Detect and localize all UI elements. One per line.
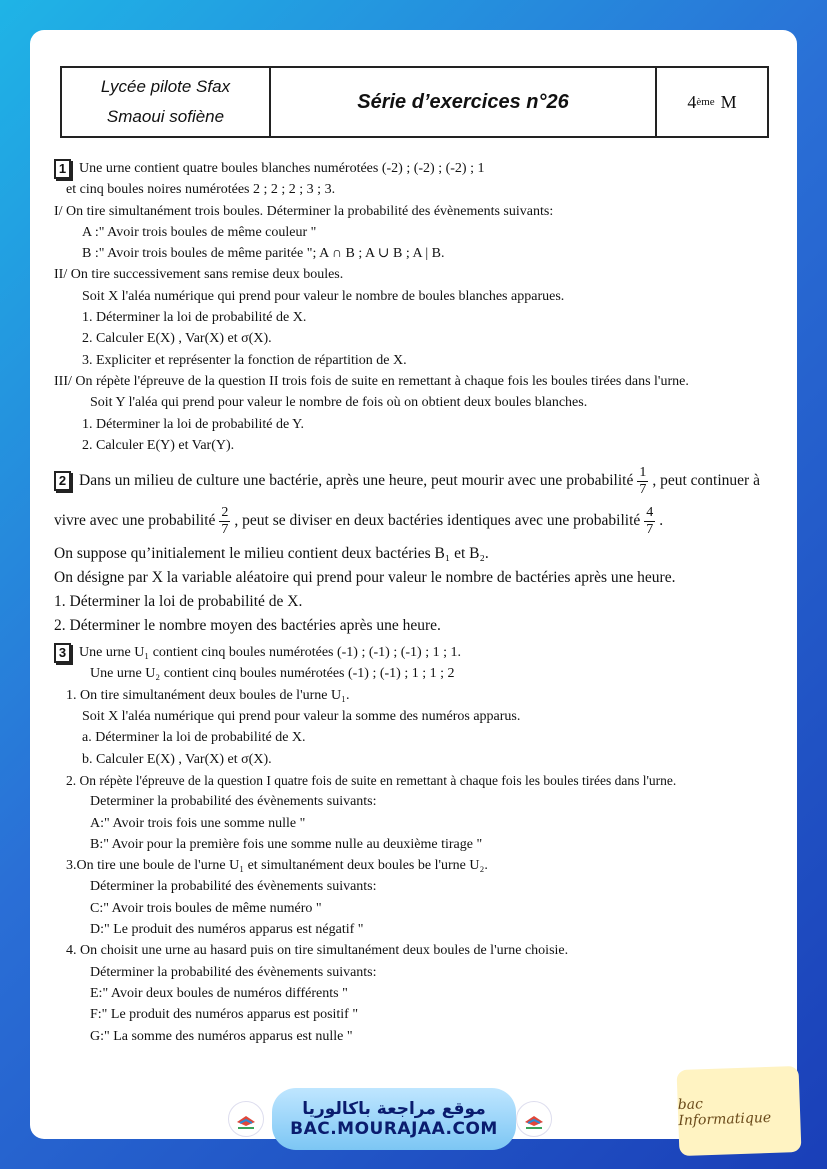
- ex3-line: Une urne U₁ contient cinq boules numérotées (-1) ; (-1) ; (-1) ; 1 ; 1.: [79, 645, 461, 661]
- frac-den: 7: [639, 481, 647, 497]
- level-sup: ème: [696, 96, 715, 108]
- document-page: [30, 30, 797, 1139]
- site-name-arabic: موقع مراجعة باكالوريا: [302, 1099, 486, 1119]
- exercises: [54, 158, 789, 1047]
- ex3-line: C:" Avoir trois boules de même numéro ": [90, 900, 322, 916]
- ex3-line: Déterminer la probabilité des évènements suivants:: [90, 964, 377, 980]
- ex1-line: 3. Expliciter et représenter la fonction de répartition de X.: [82, 352, 407, 368]
- ex3-line: B:" Avoir pour la première fois une somme nulle au deuxième tirage ": [90, 836, 483, 852]
- ex2-text: , peut continuer à: [652, 472, 760, 490]
- ex1-line: Soit Y l'aléa qui prend pour valeur le nombre de fois où on obtient deux boules blanches.: [90, 395, 588, 411]
- ex2-text: .: [659, 512, 664, 530]
- ex3-line: 4. On choisit une urne au hasard puis on tire simultanément deux boules de l'urne choisie.: [66, 943, 569, 959]
- ex3-line: a. Déterminer la loi de probabilité de X.: [82, 730, 306, 746]
- ex3-line: Soit X l'aléa numérique qui prend pour valeur la somme des numéros apparus.: [82, 709, 521, 725]
- ex2-line: On suppose qu’initialement le milieu contient deux bactéries B₁ et B₂.: [54, 545, 489, 563]
- bac-informatique-badge: bac Informatique: [677, 1066, 802, 1156]
- ex3-line: 2. On répète l'épreuve de la question I quatre fois de suite en remettant à chaque fois les boules tirées dans l'urne.: [66, 772, 677, 788]
- ex3-line: Determiner la probabilité des évènements suivants:: [90, 794, 377, 810]
- ex3-line: D:" Le produit des numéros apparus est négatif ": [90, 922, 364, 938]
- class-level: [657, 68, 767, 136]
- ex1-line: Soit X l'aléa numérique qui prend pour valeur le nombre de boules blanches apparues.: [82, 288, 565, 304]
- ex3-line: Déterminer la probabilité des évènements suivants:: [90, 879, 377, 895]
- exercise-number: 3: [54, 643, 71, 663]
- ex1-line: 2. Calculer E(X) , Var(X) et σ(X).: [82, 331, 272, 347]
- level-number: 4: [687, 91, 697, 112]
- exercise-1: [54, 158, 789, 456]
- ex1-line: A :" Avoir trois boules de même couleur ": [82, 224, 317, 240]
- frac-num: 1: [639, 464, 647, 480]
- ex3-line: 3.On tire une boule de l'urne U₁ et simultanément deux boules be l'urne U₂.: [66, 858, 488, 874]
- ex3-line: E:" Avoir deux boules de numéros différents ": [90, 985, 348, 1001]
- fraction: [219, 505, 230, 538]
- exercise-2: [54, 462, 789, 638]
- ex2-text: Dans un milieu de culture une bactérie, après une heure, peut mourir avec une probabilité: [79, 472, 634, 490]
- header-left-cell: [62, 68, 271, 136]
- ex2-text: , peut se diviser en deux bactéries identiques avec une probabilité: [234, 512, 641, 530]
- frac-den: 7: [646, 521, 654, 537]
- site-banner[interactable]: [272, 1088, 516, 1150]
- ex1-line: 1. Déterminer la loi de probabilité de X.: [82, 310, 307, 326]
- level-letter: M: [720, 91, 737, 112]
- ex1-line: II/ On tire successivement sans remise deux boules.: [54, 267, 344, 283]
- ex3-line: 1. On tire simultanément deux boules de l'urne U₁.: [66, 687, 350, 703]
- ex3-line: A:" Avoir trois fois une somme nulle ": [90, 815, 306, 831]
- site-logo-icon: [228, 1101, 264, 1137]
- frac-den: 7: [221, 521, 229, 537]
- exercise-number: 2: [54, 471, 71, 491]
- ex2-line: On désigne par X la variable aléatoire qui prend pour valeur le nombre de bactéries après une heure.: [54, 569, 676, 587]
- series-title: Série d’exercices n°26: [271, 68, 657, 136]
- frac-num: 2: [221, 504, 229, 520]
- frac-num: 4: [646, 504, 654, 520]
- fraction: [637, 465, 648, 498]
- site-url: BAC.MOURAJAA.COM: [290, 1119, 498, 1139]
- fraction: [644, 505, 655, 538]
- ex2-line: 1. Déterminer la loi de probabilité de X.: [54, 593, 303, 611]
- ex3-line: F:" Le produit des numéros apparus est positif ": [90, 1007, 359, 1023]
- ex3-line: b. Calculer E(X) , Var(X) et σ(X).: [82, 751, 272, 767]
- ex1-line: I/ On tire simultanément trois boules. Déterminer la probabilité des évènements suivants:: [54, 203, 554, 219]
- ex1-line: III/ On répète l'épreuve de la question II trois fois de suite en remettant à chaque fois les boules tirées dans l'urne.: [54, 373, 689, 389]
- school-name: Lycée pilote Sfax: [100, 77, 231, 96]
- ex2-line: 2. Déterminer le nombre moyen des bactéries après une heure.: [54, 617, 441, 635]
- exercise-3: [54, 642, 789, 1047]
- teacher-name: Smaoui sofiène: [106, 107, 225, 126]
- ex3-line: G:" La somme des numéros apparus est nulle ": [90, 1028, 353, 1044]
- ex2-text: vivre avec une probabilité: [54, 512, 216, 530]
- header-table: [60, 66, 769, 138]
- ex1-line: B :" Avoir trois boules de même paritée "; A ∩ B ; A ∪ B ; A | B.: [82, 246, 445, 262]
- ex1-line: et cinq boules noires numérotées 2 ; 2 ; 2 ; 3 ; 3.: [66, 182, 336, 198]
- site-logo-icon: [516, 1101, 552, 1137]
- ex1-line: 2. Calculer E(Y) et Var(Y).: [82, 437, 235, 453]
- ex1-line: Une urne contient quatre boules blanches numérotées (-2) ; (-2) ; (-2) ; 1: [79, 161, 485, 176]
- ex1-line: 1. Déterminer la loi de probabilité de Y.: [82, 416, 304, 432]
- exercise-number: 1: [54, 159, 71, 179]
- ex3-line: Une urne U₂ contient cinq boules numérotées (-1) ; (-1) ; 1 ; 1 ; 2: [90, 666, 455, 682]
